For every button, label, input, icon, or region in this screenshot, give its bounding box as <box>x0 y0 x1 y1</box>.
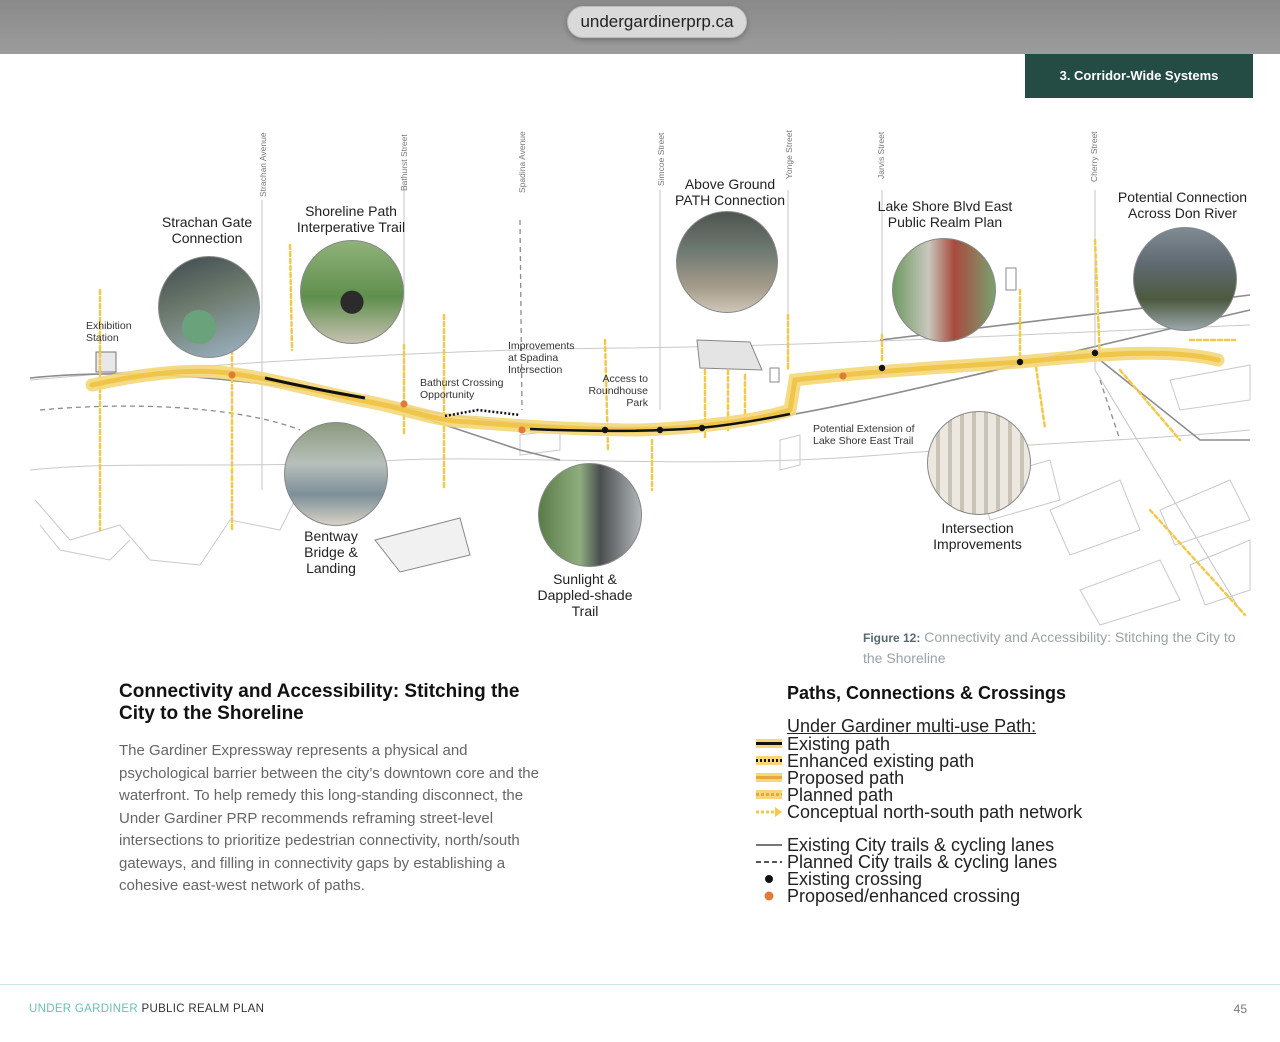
legend-swatch-proposed-path <box>756 772 782 784</box>
callout-intersection: Intersection Improvements <box>933 520 1022 552</box>
photo-bentway <box>284 422 388 526</box>
section-body: The Gardiner Expressway represents a physical and psychological barrier between the city’s downtown core and the waterfront. To help remedy this long-standing disconnect, the Under Gardiner PRP recommends reframing street-level intersections to prioritize pedestrian connectivity, north/south gateways, and filling in connectivity gaps by establishing a cohesive east-west network of paths. <box>119 742 539 894</box>
photo-above-ground-path <box>676 211 778 313</box>
legend-item: Enhanced existing path <box>787 751 975 771</box>
street-label: Yonge Street <box>784 130 794 179</box>
street-label: Strachan Avenue <box>258 132 268 197</box>
footer-brand-accent: UNDER GARDINER <box>29 1003 138 1015</box>
footer-brand <box>29 1003 264 1015</box>
page-number: 45 <box>1233 1002 1247 1016</box>
figure-number: Figure 12: <box>863 631 921 645</box>
legend-swatch-enhanced-path <box>756 755 782 767</box>
photo-shoreline-path <box>300 240 404 344</box>
browser-top-bar <box>0 0 1280 54</box>
photo-strachan-gate <box>158 256 260 358</box>
legend-item: Existing crossing <box>787 869 923 889</box>
legend-item: Planned City trails & cycling lanes <box>787 852 1058 872</box>
figure-caption-text: Connectivity and Accessibility: Stitching the City to the Shoreline <box>863 629 1236 666</box>
callout-lake-shore: Lake Shore Blvd East Public Realm Plan <box>877 198 1013 230</box>
street-label: Jarvis Street <box>876 131 886 179</box>
connectivity-map <box>0 110 1280 630</box>
street-label: Simcoe Street <box>656 132 666 186</box>
photo-sunlight-trail <box>538 463 642 567</box>
legend-item: Existing City trails & cycling lanes <box>787 835 1055 855</box>
callout-sunlight: Sunlight & Dappled-shade Trail <box>537 571 633 619</box>
legend-swatch-proposed-crossing <box>756 890 782 902</box>
legend-title: Paths, Connections & Crossings <box>787 683 1067 703</box>
label-roundhouse: Access to Roundhouse Park <box>588 373 648 409</box>
legend-item: Proposed path <box>787 768 905 788</box>
label-exhibition: Exhibition Station <box>86 320 132 344</box>
legend-swatch-planned-path <box>756 789 782 801</box>
photo-don-river <box>1133 227 1237 331</box>
label-bathurst-crossing: Bathurst Crossing Opportunity <box>420 377 504 401</box>
legend-item: Existing path <box>787 734 891 754</box>
callout-don-river: Potential Connection Across Don River <box>1117 189 1248 221</box>
street-label: Cherry Street <box>1089 131 1099 182</box>
callout-above-ground: Above Ground PATH Connection <box>675 176 785 208</box>
footer-brand-rest: PUBLIC REALM PLAN <box>141 1003 265 1015</box>
section-heading: Connectivity and Accessibility: Stitching the City to the Shoreline <box>119 681 520 724</box>
legend-swatch-existing-path <box>756 738 782 750</box>
callout-strachan-gate: Strachan Gate Connection <box>161 214 253 246</box>
section-tag: 3. Corridor-Wide Systems <box>1025 54 1253 98</box>
legend-swatch-planned-trails <box>756 856 782 868</box>
callout-bentway: Bentway Bridge & Landing <box>304 528 358 576</box>
url-bar[interactable]: undergardinerprp.ca <box>567 6 747 38</box>
label-lake-shore-extension: Potential Extension of Lake Shore East Trail <box>813 423 915 447</box>
label-spadina-improvements: Improvements at Spadina Intersection <box>508 340 575 376</box>
legend-item: Proposed/enhanced crossing <box>787 886 1021 906</box>
legend-item: Planned path <box>787 785 894 805</box>
footer-divider <box>0 984 1280 985</box>
legend-swatch-conceptual-network <box>756 806 782 818</box>
legend-swatch-existing-crossing <box>756 873 782 885</box>
callout-shoreline-path: Shoreline Path Interperative Trail <box>296 203 406 235</box>
legend-swatch-existing-trails <box>756 839 782 851</box>
street-label: Spadina Avenue <box>517 131 527 193</box>
street-label: Bathurst Street <box>399 134 409 191</box>
photo-lake-shore <box>892 238 996 342</box>
photo-intersection <box>927 411 1031 515</box>
legend-item: Conceptual north-south path network <box>787 802 1083 822</box>
legend-subtitle: Under Gardiner multi-use Path: <box>787 716 1037 736</box>
figure-caption <box>863 627 1253 668</box>
